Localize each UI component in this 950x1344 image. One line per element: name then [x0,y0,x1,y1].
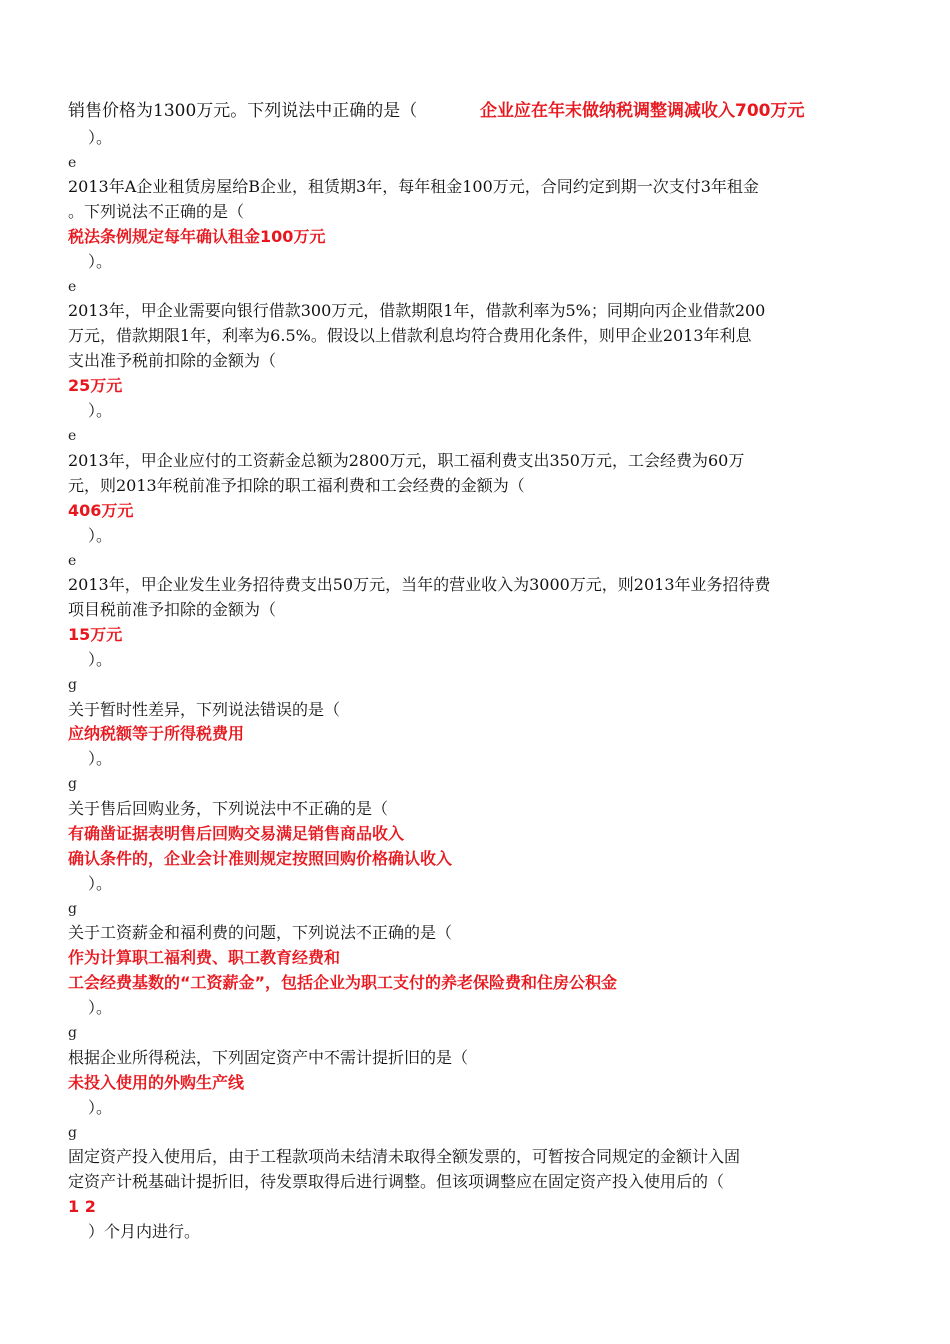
question-close: ）。 [88,874,113,893]
question-marker: e [68,155,77,171]
question-marker: g [68,677,77,693]
answer-text: 应纳税额等于所得税费用 [68,724,245,743]
question-text: 关于暂时性差异，下列说法错误的是（ [68,700,341,719]
question-text: 2013年，甲企业应付的工资薪金总额为2800万元，职工福利费支出350万元，工会经费为60万 [68,451,745,470]
question-close: ）。 [88,650,113,669]
question-close: ）。 [88,252,113,271]
answer-text: 1 2 [68,1197,96,1216]
question-text: 2013年，甲企业需要向银行借款300万元，借款期限1年，借款利率为5%；同期向丙企业借款200 [68,301,766,320]
answer-text: 工会经费基数的“工资薪金”，包括企业为职工支付的养老保险费和住房公积金 [68,973,618,992]
question-close: ）。 [88,526,113,545]
question-text: 销售价格为1300万元。下列说法中正确的是（ [68,101,418,121]
question-marker: e [68,553,77,569]
question-marker: e [68,279,77,295]
answer-text: 25万元 [68,376,123,395]
question-text: 固定资产投入使用后，由于工程款项尚未结清未取得全额发票的，可暂按合同规定的金额计入固 [68,1147,741,1166]
question-text: 支出准予税前扣除的金额为（ [68,351,277,370]
question-close: ）。 [88,749,113,768]
question-text: 元，则2013年税前准予扣除的职工福利费和工会经费的金额为（ [68,476,525,495]
answer-text: 有确凿证据表明售后回购交易满足销售商品收入 [68,824,405,843]
question-close: ）。 [88,1098,113,1117]
question-text: 2013年，甲企业发生业务招待费支出50万元，当年的营业收入为3000万元，则2013年业务招待费 [68,575,771,594]
question-text: 项目税前准予扣除的金额为（ [68,600,277,619]
answer-text: 确认条件的，企业会计准则规定按照回购价格确认收入 [68,849,453,868]
question-text: 2013年A企业租赁房屋给B企业，租赁期3年，每年租金100万元，合同约定到期一次支付3年租金 [68,177,759,196]
question-marker: g [68,1125,77,1141]
question-marker: g [68,901,77,917]
question-marker: g [68,1025,77,1041]
answer-text: 税法条例规定每年确认租金100万元 [68,227,326,246]
question-marker: e [68,428,77,444]
answer-text: 15万元 [68,625,123,644]
question-close: ）。 [88,998,113,1017]
answer-text: 企业应在年末做纳税调整调减收入700万元 [480,101,805,121]
question-text: 定资产计税基础计提折旧，待发票取得后进行调整。但该项调整应在固定资产投入使用后的（ [68,1172,725,1191]
question-close: ）。 [88,401,113,420]
question-text: 万元，借款期限1年，利率为6.5%。假设以上借款利息均符合费用化条件，则甲企业2013年利息 [68,326,752,345]
question-marker: g [68,776,77,792]
answer-text: 作为计算职工福利费、职工教育经费和 [68,948,341,967]
answer-text: 406万元 [68,501,134,520]
question-text: 关于工资薪金和福利费的问题，下列说法不正确的是（ [68,923,453,942]
question-text: 根据企业所得税法，下列固定资产中不需计提折旧的是（ [68,1048,469,1067]
question-text: 。下列说法不正确的是（ [68,202,245,221]
answer-text: 未投入使用的外购生产线 [68,1073,245,1092]
question-close: ）。 [88,128,113,147]
question-text: 关于售后回购业务，下列说法中不正确的是（ [68,799,389,818]
question-close: ）个月内进行。 [88,1222,201,1241]
